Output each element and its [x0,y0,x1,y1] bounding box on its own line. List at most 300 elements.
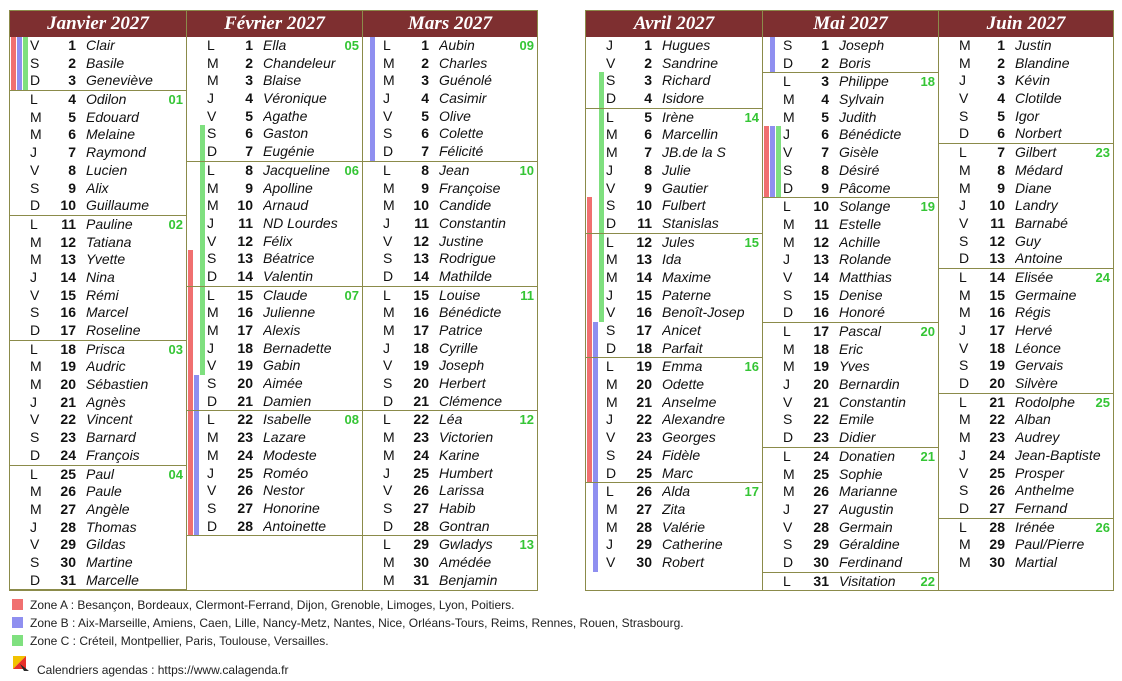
zone-a-holiday-bar [764,144,769,162]
month-janvier [10,11,186,590]
zone-a-holiday-bar [764,162,769,180]
saint-name: Alda [662,483,691,500]
zone-b-holiday-bar [593,483,598,501]
day-number: 26 [60,483,76,500]
saint-name: Nina [86,268,115,285]
day-row [187,125,362,143]
day-number: 25 [413,464,429,481]
zone-a-holiday-bar [188,500,193,518]
zone-c-holiday-bar [599,180,604,198]
weekday-letter: L [783,73,791,90]
saint-name: Pâcome [839,179,891,196]
day-row [939,250,1113,269]
day-number: 6 [421,125,429,142]
day-row [763,198,938,216]
day-row [586,483,762,501]
zone-c-holiday-bar [200,180,205,198]
day-row [363,287,537,305]
weekday-letter: V [383,107,393,124]
weekday-letter: M [207,446,219,463]
saint-name: Georges [662,429,716,446]
saint-name: Gilbert [1015,144,1057,161]
zone-b-holiday-bar [194,447,199,465]
zone-a-holiday-bar [587,304,592,322]
zone-b-holiday-bar [593,429,598,447]
week-number: 04 [168,466,183,482]
day-row [763,376,938,394]
weekday-letter: L [30,465,38,482]
day-number: 14 [413,267,429,284]
saint-name: Humbert [439,464,493,481]
saint-name: Achille [839,233,881,250]
day-row [586,126,762,144]
day-row [939,411,1113,429]
zone-b-holiday-bar [593,411,598,429]
zone-a-holiday-bar [11,72,16,90]
zone-c-holiday-bar [599,234,604,252]
zone-b-holiday-bar [770,37,775,55]
day-row [187,304,362,322]
saint-name: Benoît-Josep [662,304,745,321]
zone-a-holiday-bar [188,375,193,393]
day-number: 26 [989,482,1005,499]
saint-name: Philippe [839,73,889,90]
day-row [763,429,938,448]
day-number: 11 [990,214,1005,231]
day-number: 21 [636,393,652,410]
day-number: 13 [237,250,253,267]
day-number: 12 [60,233,76,250]
zone-a-holiday-bar [764,126,769,144]
day-number: 24 [636,446,652,463]
day-row [939,233,1113,251]
saint-name: Antoinette [263,517,327,534]
zone-c-holiday-bar [200,215,205,233]
saint-name: Anselme [662,393,717,410]
day-row [363,357,537,375]
saint-name: Alban [1015,411,1051,428]
saint-name: Landry [1015,197,1058,214]
weekday-letter: L [959,268,967,285]
day-number: 3 [245,72,253,89]
zone-a-holiday-bar [587,215,592,233]
weekday-letter: D [959,499,970,516]
day-row [10,287,186,305]
saint-name: Candide [439,197,492,214]
day-number: 1 [68,37,76,53]
day-row [187,465,362,483]
weekday-letter: J [30,518,37,535]
saint-name: Angèle [86,500,130,517]
weekday-letter: D [606,90,617,107]
zone-c-holiday-bar [776,162,781,180]
zone-a-holiday-bar [587,251,592,269]
day-row [187,250,362,268]
weekday-letter: L [959,518,967,535]
day-number: 31 [813,572,829,589]
weekday-letter: S [606,72,616,89]
saint-name: Modeste [263,446,317,463]
saint-name: JB.de la S [662,144,726,161]
zone-b-holiday-bar [770,55,775,73]
weekday-letter: J [959,197,966,214]
weekday-letter: D [30,72,41,89]
weekday-letter: M [606,144,618,161]
day-number: 10 [413,197,429,214]
weekday-letter: D [959,250,970,267]
day-number: 12 [413,232,429,249]
saint-name: Odette [662,376,705,393]
day-row [939,357,1113,375]
zone-b-holiday-bar [593,322,598,340]
day-number: 28 [989,518,1005,535]
weekday-letter: S [207,125,217,142]
day-number: 10 [636,197,652,214]
day-number: 2 [421,54,429,71]
legend-zone-b [12,616,772,632]
calagenda-logo-icon [12,654,30,672]
saint-name: Hervé [1015,322,1053,338]
day-row [187,268,362,287]
day-row [363,37,537,55]
saint-name: Valérie [662,518,706,535]
saint-name: Bénédicte [839,126,902,143]
day-number: 21 [60,393,76,410]
saint-name: Gwladys [439,536,493,553]
saint-name: Eric [839,340,864,357]
weekday-letter: J [959,446,966,463]
week-number: 14 [744,109,759,125]
saint-name: Melaine [86,126,136,143]
day-row [763,109,938,127]
day-number: 6 [245,125,253,142]
day-number: 7 [821,144,829,161]
weekday-letter: D [207,143,218,160]
saint-name: Béatrice [263,250,315,267]
zone-b-holiday-bar [370,72,375,90]
weekday-letter: M [783,483,795,500]
zone-c-holiday-bar [599,162,604,180]
saint-name: Donatien [839,447,896,464]
weekday-letter: D [30,446,41,463]
zone-b-holiday-bar [194,375,199,393]
day-number: 18 [60,340,76,357]
day-row [10,304,186,322]
day-row [586,322,762,340]
day-row [187,55,362,73]
day-number: 25 [237,464,253,481]
day-number: 22 [237,411,253,428]
zone-a-holiday-bar [587,411,592,429]
day-row [939,375,1113,394]
weekday-letter: V [30,161,40,178]
weekday-letter: M [959,536,971,553]
weekday-letter: V [959,90,969,107]
day-row [763,180,938,199]
saint-name: Honorine [263,499,320,516]
zone-a-holiday-bar [587,465,592,483]
day-row [763,251,938,269]
weekday-letter: J [606,161,613,178]
day-number: 25 [989,464,1005,481]
day-number: 14 [60,268,76,285]
day-row [363,536,537,554]
day-row [763,216,938,234]
zone-b-holiday-bar [593,465,598,483]
day-row [763,234,938,252]
day-row [939,180,1113,198]
day-number: 30 [989,553,1005,570]
weekday-letter: M [383,429,395,446]
day-number: 16 [813,304,829,321]
day-row [363,482,537,500]
weekday-letter: M [606,376,618,393]
zone-a-holiday-bar [587,376,592,394]
day-number: 6 [68,126,76,143]
saint-name: Tatiana [86,233,132,250]
zone-a-holiday-bar [587,429,592,447]
day-number: 17 [237,322,253,338]
zone-c-swatch [12,635,23,646]
weekday-letter: J [383,90,390,107]
day-row [586,304,762,322]
saint-name: Régis [1015,304,1051,321]
weekday-letter: V [783,393,793,410]
saint-name: Lazare [263,429,306,446]
weekday-letter: S [383,375,393,392]
day-row [10,376,186,394]
zone-a-holiday-bar [188,250,193,268]
weekday-letter: M [783,340,795,357]
day-row [586,340,762,359]
month-title: Février 2027 [187,11,362,37]
saint-name: Blaise [263,72,302,89]
day-number: 5 [821,108,829,125]
saint-name: Germaine [1015,286,1077,303]
day-number: 9 [644,179,652,196]
day-number: 1 [997,37,1005,53]
weekday-letter: M [959,411,971,428]
day-row [763,91,938,109]
saint-name: Judith [839,108,877,125]
zone-c-holiday-bar [23,72,28,90]
day-number: 28 [636,518,652,535]
day-number: 26 [813,483,829,500]
day-row [763,269,938,287]
weekday-letter: M [783,91,795,108]
weekday-letter: M [959,54,971,71]
saint-name: Aimée [263,375,303,392]
day-row [939,125,1113,144]
saint-name: Clémence [439,392,503,409]
day-number: 17 [636,322,652,338]
saint-name: Amédée [439,553,492,570]
saint-name: Léa [439,411,463,428]
zone-b-holiday-bar [194,393,199,411]
day-row [10,251,186,269]
day-row [939,287,1113,305]
weekday-letter: L [383,286,391,303]
zone-b-holiday-bar [593,394,598,412]
saint-name: Didier [839,429,876,446]
saint-name: Aubin [439,37,475,53]
day-number: 20 [636,376,652,393]
day-number: 8 [997,161,1005,178]
day-number: 28 [237,517,253,534]
day-number: 18 [813,340,829,357]
saint-name: Casimir [439,90,487,107]
day-number: 11 [814,215,829,232]
weekday-letter: S [383,499,393,516]
weekday-letter: J [959,322,966,338]
zone-c-holiday-bar [200,197,205,215]
weekday-letter: S [959,107,969,124]
zone-b-holiday-bar [194,465,199,483]
day-row [10,180,186,198]
day-row [763,323,938,341]
saint-name: Gaston [263,125,309,142]
day-number: 14 [636,268,652,285]
weekday-letter: J [207,214,214,231]
week-number: 23 [1095,145,1110,161]
day-row [586,37,762,55]
saint-name: Emile [839,411,875,428]
day-number: 18 [413,339,429,356]
day-number: 10 [813,198,829,215]
zone-a-holiday-bar [587,394,592,412]
day-row [10,341,186,359]
day-number: 9 [821,179,829,196]
weekday-letter: M [959,286,971,303]
day-number: 2 [997,54,1005,71]
zone-b-holiday-bar [770,180,775,198]
weekday-letter: L [207,411,215,428]
day-row [10,269,186,287]
day-row [10,536,186,554]
day-row [763,394,938,412]
day-row [586,519,762,537]
day-number: 24 [813,447,829,464]
day-number: 21 [413,392,429,409]
saint-name: Odilon [86,91,127,108]
week-number: 08 [344,412,359,428]
saint-name: Paule [86,483,122,500]
day-row [763,536,938,554]
weekday-letter: L [30,340,38,357]
saint-name: ND Lourdes [263,214,338,231]
weekday-letter: S [959,357,969,374]
weekday-letter: L [383,411,391,428]
day-row [939,465,1113,483]
day-number: 5 [644,108,652,125]
saint-name: Herbert [439,375,486,392]
saint-name: Catherine [662,536,723,553]
saint-name: Françoise [439,179,501,196]
saint-name: Gisèle [839,144,879,161]
day-number: 22 [636,411,652,428]
day-row [939,144,1113,162]
day-number: 24 [60,446,76,463]
day-number: 29 [413,536,429,553]
saint-name: Ella [263,37,287,53]
zone-c-holiday-bar [200,162,205,180]
month-mai [762,11,938,590]
day-row [10,394,186,412]
weekday-letter: M [383,54,395,71]
day-row [586,376,762,394]
saint-name: Solange [839,198,891,215]
weekday-letter: S [606,446,616,463]
zone-b-holiday-bar [17,72,22,90]
weekday-letter: M [30,233,42,250]
saint-name: Barnard [86,429,136,446]
zone-c-holiday-bar [599,197,604,215]
saint-name: Claude [263,286,308,303]
weekday-letter: M [783,358,795,375]
weekday-letter: J [30,393,37,410]
weekday-letter: M [959,37,971,53]
saint-name: Geneviève [86,72,153,89]
day-row [763,554,938,573]
weekday-letter: L [383,536,391,553]
day-number: 13 [60,251,76,268]
saint-name: Véronique [263,90,327,107]
day-number: 11 [238,214,253,231]
week-number: 16 [744,359,759,375]
saint-name: Norbert [1015,125,1062,142]
day-row [939,482,1113,500]
day-row [939,72,1113,90]
credit-line [37,663,437,679]
day-number: 21 [813,393,829,410]
weekday-letter: L [30,215,38,232]
day-row [586,287,762,305]
zone-c-holiday-bar [776,144,781,162]
weekday-letter: S [207,499,217,516]
zone-b-holiday-bar [770,144,775,162]
weekday-letter: S [207,375,217,392]
day-row [763,37,938,55]
day-row [939,269,1113,287]
day-row [187,72,362,90]
day-row [363,447,537,465]
day-number: 12 [989,232,1005,249]
day-number: 16 [989,304,1005,321]
day-row [939,108,1113,126]
day-number: 7 [644,144,652,161]
saint-name: Parfait [662,339,703,356]
weekday-letter: L [606,483,614,500]
day-number: 14 [989,268,1005,285]
weekday-letter: L [959,144,967,161]
day-row [10,358,186,376]
saint-name: Lucien [86,161,128,178]
day-row [363,215,537,233]
day-number: 30 [60,553,76,570]
weekday-letter: L [30,91,38,108]
weekday-letter: D [959,375,970,392]
weekday-letter: M [959,553,971,570]
day-number: 30 [413,553,429,570]
day-row [10,322,186,341]
day-row [10,126,186,144]
weekday-letter: J [606,411,613,428]
day-number: 25 [813,465,829,482]
weekday-letter: V [383,482,393,499]
weekday-letter: S [207,250,217,267]
zone-c-holiday-bar [599,90,604,108]
zone-b-label: Zone B : Aix-Marseille, Amiens, Caen, Lille, Nancy-Metz, Nantes, Nice, Orléans-Tours, Reims, Rennes, Rouen, Strasbourg. [30,616,684,630]
